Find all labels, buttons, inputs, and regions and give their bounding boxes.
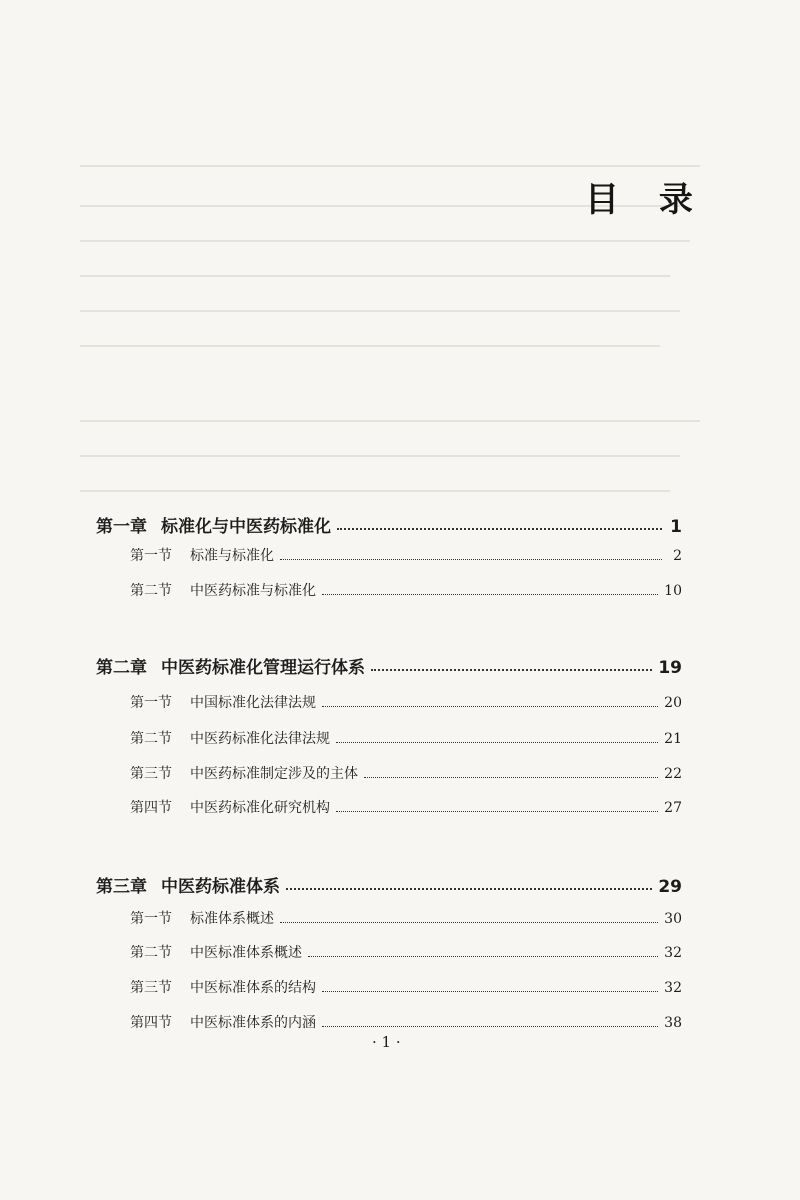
bleed-through-line (80, 275, 670, 277)
toc-section[interactable] (96, 763, 682, 783)
toc-chapter[interactable] (96, 653, 682, 678)
toc-section[interactable] (96, 692, 682, 712)
section-number: 第四节 (130, 800, 172, 816)
toc-section[interactable] (96, 908, 682, 928)
section-title: 标准体系概述 (190, 911, 274, 927)
section-page: 32 (664, 980, 682, 996)
section-page: 30 (664, 911, 682, 927)
section-page: 2 (673, 548, 682, 564)
section-number: 第三节 (130, 766, 172, 782)
chapter-number: 第一章 (96, 517, 147, 537)
section-number: 第一节 (130, 695, 172, 711)
toc-section[interactable] (96, 977, 682, 997)
chapter-number: 第二章 (96, 658, 147, 678)
bleed-through-line (80, 455, 680, 457)
section-number: 第二节 (130, 945, 172, 961)
leader-dots (337, 527, 662, 530)
section-page: 32 (664, 945, 682, 961)
section-page: 22 (664, 766, 682, 782)
section-page: 20 (664, 695, 682, 711)
section-page: 10 (664, 583, 682, 599)
section-title: 中医标准体系的结构 (190, 980, 316, 996)
chapter-page: 29 (658, 877, 682, 897)
section-title: 中医标准体系概述 (190, 945, 302, 961)
section-title: 中医药标准化研究机构 (190, 800, 330, 816)
section-number: 第二节 (130, 583, 172, 599)
bleed-through-line (80, 240, 690, 242)
bleed-through-line (80, 310, 680, 312)
toc-chapter[interactable] (96, 512, 682, 537)
section-title: 中医药标准与标准化 (190, 583, 316, 599)
section-number: 第四节 (130, 1015, 172, 1031)
leader-dots (280, 558, 662, 560)
chapter-title: 中医药标准体系 (161, 877, 280, 897)
section-number: 第一节 (130, 548, 172, 564)
chapter-page: 1 (670, 517, 682, 537)
toc-section[interactable] (96, 545, 682, 565)
toc-section[interactable] (96, 728, 682, 748)
chapter-title: 中医药标准化管理运行体系 (161, 658, 365, 678)
leader-dots (336, 810, 658, 812)
bleed-through-line (80, 345, 660, 347)
toc-section[interactable] (96, 797, 682, 817)
leader-dots (322, 1025, 658, 1027)
page-title: 目 录 (585, 180, 707, 220)
section-title: 中医药标准制定涉及的主体 (190, 766, 358, 782)
toc-section[interactable] (96, 1012, 682, 1032)
section-title: 中医标准体系的内涵 (190, 1015, 316, 1031)
page-number: · 1 · (372, 1033, 401, 1051)
bleed-through-line (80, 165, 700, 167)
section-number: 第一节 (130, 911, 172, 927)
chapter-page: 19 (658, 658, 682, 678)
leader-dots (286, 887, 652, 890)
section-page: 38 (664, 1015, 682, 1031)
section-title: 中国标准化法律法规 (190, 695, 316, 711)
section-number: 第二节 (130, 731, 172, 747)
toc-section[interactable] (96, 580, 682, 600)
chapter-number: 第三章 (96, 877, 147, 897)
leader-dots (336, 741, 658, 743)
leader-dots (371, 668, 652, 671)
bleed-through-line (80, 420, 700, 422)
leader-dots (322, 705, 658, 707)
toc-section[interactable] (96, 942, 682, 962)
section-page: 27 (664, 800, 682, 816)
leader-dots (280, 921, 658, 923)
section-page: 21 (664, 731, 682, 747)
leader-dots (322, 593, 658, 595)
bleed-through-line (80, 490, 670, 492)
leader-dots (364, 776, 658, 778)
section-title: 中医药标准化法律法规 (190, 731, 330, 747)
leader-dots (308, 955, 658, 957)
section-number: 第三节 (130, 980, 172, 996)
leader-dots (322, 990, 658, 992)
section-title: 标准与标准化 (190, 548, 274, 564)
toc-chapter[interactable] (96, 872, 682, 897)
chapter-title: 标准化与中医药标准化 (161, 517, 331, 537)
